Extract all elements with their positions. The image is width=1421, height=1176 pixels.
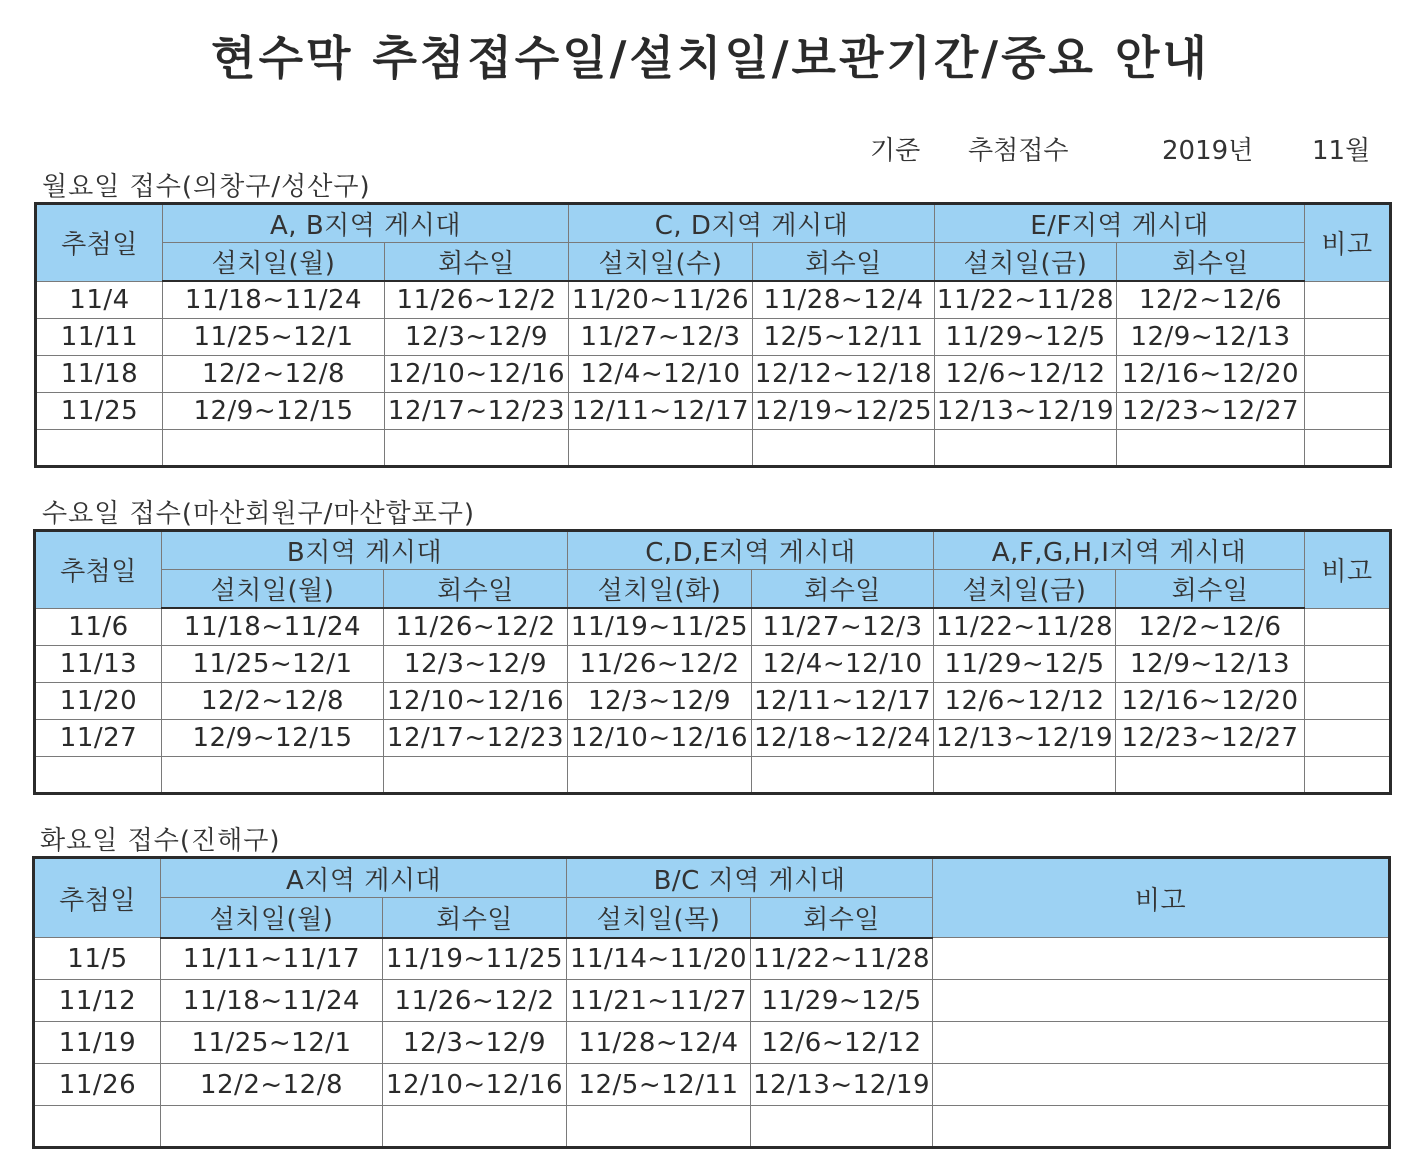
date-range-cell: 12/17~12/23 [384, 719, 568, 756]
date-range-cell: 12/2~12/8 [163, 355, 385, 392]
date-range-cell [161, 1106, 383, 1148]
schedule-table-tuesday [32, 856, 1391, 1149]
date-range-cell: 12/2~12/6 [1116, 608, 1305, 645]
table-row [36, 392, 1391, 429]
date-range-cell [935, 429, 1117, 466]
date-range-cell [383, 1106, 567, 1148]
header-note: 비고 [1305, 204, 1391, 282]
note-cell [1305, 429, 1391, 466]
date-range-cell: 12/10~12/16 [383, 1064, 567, 1106]
note-cell [1305, 281, 1391, 318]
date-range-cell: 12/9~12/15 [163, 392, 385, 429]
header-collect-date: 회수일 [751, 898, 933, 938]
date-range-cell [1117, 429, 1305, 466]
date-range-cell: 12/3~12/9 [383, 1022, 567, 1064]
date-range-cell [162, 756, 384, 793]
header-draw-date: 추첨일 [34, 858, 161, 938]
table-row [35, 608, 1391, 645]
header-collect-date: 회수일 [384, 570, 568, 609]
date-range-cell: 12/16~12/20 [1116, 682, 1305, 719]
date-range-cell: 12/6~12/12 [934, 682, 1116, 719]
draw-date-cell: 11/27 [35, 719, 162, 756]
table-body [34, 938, 1390, 1148]
date-range-cell [753, 429, 935, 466]
draw-date-cell: 11/12 [34, 980, 161, 1022]
draw-date-cell: 11/26 [34, 1064, 161, 1106]
date-range-cell: 11/26~12/2 [568, 645, 752, 682]
draw-date-cell: 11/18 [36, 355, 163, 392]
header-collect-date: 회수일 [385, 243, 569, 282]
table-body [36, 281, 1391, 466]
header-area: E/F지역 게시대 [935, 204, 1305, 243]
draw-date-cell: 11/11 [36, 318, 163, 355]
date-range-cell: 12/2~12/6 [1117, 281, 1305, 318]
table-body [35, 608, 1391, 793]
date-range-cell: 12/9~12/15 [162, 719, 384, 756]
date-range-cell: 11/22~11/28 [934, 608, 1116, 645]
header-area: A,F,G,H,I지역 게시대 [934, 531, 1305, 570]
header-collect-date: 회수일 [383, 898, 567, 938]
date-range-cell: 12/19~12/25 [753, 392, 935, 429]
date-range-cell: 12/4~12/10 [752, 645, 934, 682]
date-range-cell [568, 756, 752, 793]
header-collect-date: 회수일 [1117, 243, 1305, 282]
date-range-cell: 12/4~12/10 [569, 355, 753, 392]
date-range-cell [567, 1106, 751, 1148]
table-row [36, 281, 1391, 318]
date-range-cell [385, 429, 569, 466]
header-install-date: 설치일(금) [935, 243, 1117, 282]
note-cell [1305, 355, 1391, 392]
date-range-cell: 11/11~11/17 [161, 938, 383, 980]
date-range-cell: 11/29~12/5 [751, 980, 933, 1022]
date-range-cell: 11/28~12/4 [753, 281, 935, 318]
table-row [36, 318, 1391, 355]
draw-date-cell: 11/25 [36, 392, 163, 429]
date-range-cell: 11/27~12/3 [752, 608, 934, 645]
header-install-date: 설치일(월) [161, 898, 383, 938]
table-row [34, 1106, 1390, 1148]
note-cell [1305, 756, 1391, 793]
note-cell [1305, 719, 1391, 756]
table-row [34, 938, 1390, 980]
draw-date-cell: 11/6 [35, 608, 162, 645]
date-range-cell [1116, 756, 1305, 793]
date-range-cell: 12/5~12/11 [567, 1064, 751, 1106]
date-range-cell: 12/5~12/11 [753, 318, 935, 355]
note-cell [1305, 608, 1391, 645]
date-range-cell [752, 756, 934, 793]
basis-month: 11월 [1312, 136, 1371, 166]
date-range-cell: 11/18~11/24 [162, 608, 384, 645]
header-area: C,D,E지역 게시대 [568, 531, 934, 570]
header-install-date: 설치일(화) [568, 570, 752, 609]
header-area: A, B지역 게시대 [163, 204, 569, 243]
date-range-cell: 11/27~12/3 [569, 318, 753, 355]
date-range-cell: 12/6~12/12 [935, 355, 1117, 392]
date-range-cell: 11/25~12/1 [163, 318, 385, 355]
date-range-cell: 12/13~12/19 [934, 719, 1116, 756]
date-range-cell: 11/20~11/26 [569, 281, 753, 318]
draw-date-cell [36, 429, 163, 466]
note-cell [933, 1022, 1390, 1064]
date-range-cell: 12/11~12/17 [569, 392, 753, 429]
header-note: 비고 [1305, 531, 1391, 609]
header-area: C, D지역 게시대 [569, 204, 935, 243]
date-range-cell: 11/28~12/4 [567, 1022, 751, 1064]
header-area: B지역 게시대 [162, 531, 568, 570]
schedule-table-wednesday [33, 529, 1392, 795]
date-range-cell: 11/18~11/24 [163, 281, 385, 318]
date-range-cell: 12/23~12/27 [1116, 719, 1305, 756]
header-install-date: 설치일(수) [569, 243, 753, 282]
note-cell [1305, 392, 1391, 429]
basis-type: 추첨접수 [968, 136, 1069, 166]
table-row [36, 429, 1391, 466]
date-range-cell: 12/10~12/16 [568, 719, 752, 756]
date-range-cell: 12/3~12/9 [384, 645, 568, 682]
section-label-monday: 월요일 접수(의창구/성산구) [42, 172, 371, 202]
date-range-cell: 11/22~11/28 [751, 938, 933, 980]
date-range-cell: 11/26~12/2 [384, 608, 568, 645]
header-install-date: 설치일(월) [163, 243, 385, 282]
draw-date-cell: 11/4 [36, 281, 163, 318]
date-range-cell: 12/13~12/19 [935, 392, 1117, 429]
date-range-cell: 11/22~11/28 [935, 281, 1117, 318]
date-range-cell: 11/19~11/25 [383, 938, 567, 980]
note-cell [933, 1064, 1390, 1106]
table-row [36, 355, 1391, 392]
note-cell [1305, 682, 1391, 719]
page-title: 현수막 추첨접수일/설치일/보관기간/중요 안내 [211, 31, 1210, 85]
header-collect-date: 회수일 [752, 570, 934, 609]
date-range-cell [163, 429, 385, 466]
date-range-cell: 11/29~12/5 [935, 318, 1117, 355]
header-collect-date: 회수일 [753, 243, 935, 282]
date-range-cell: 12/17~12/23 [385, 392, 569, 429]
section-label-wednesday: 수요일 접수(마산회원구/마산합포구) [42, 499, 476, 529]
date-range-cell: 11/29~12/5 [934, 645, 1116, 682]
date-range-cell: 12/11~12/17 [752, 682, 934, 719]
date-range-cell: 12/9~12/13 [1116, 645, 1305, 682]
basis-label: 기준 [870, 136, 921, 166]
date-range-cell [934, 756, 1116, 793]
note-cell [933, 980, 1390, 1022]
date-range-cell: 12/18~12/24 [752, 719, 934, 756]
date-range-cell [569, 429, 753, 466]
header-install-date: 설치일(목) [567, 898, 751, 938]
date-range-cell: 12/2~12/8 [162, 682, 384, 719]
table-row [35, 756, 1391, 793]
header-area: B/C 지역 게시대 [567, 858, 933, 898]
note-cell [1305, 645, 1391, 682]
header-collect-date: 회수일 [1116, 570, 1305, 609]
basis-year: 2019년 [1162, 136, 1254, 166]
date-range-cell: 11/25~12/1 [162, 645, 384, 682]
date-range-cell: 12/23~12/27 [1117, 392, 1305, 429]
date-range-cell: 11/14~11/20 [567, 938, 751, 980]
header-install-date: 설치일(금) [934, 570, 1116, 609]
date-range-cell: 12/2~12/8 [161, 1064, 383, 1106]
note-cell [933, 1106, 1390, 1148]
date-range-cell: 11/26~12/2 [385, 281, 569, 318]
date-range-cell: 12/6~12/12 [751, 1022, 933, 1064]
date-range-cell: 12/10~12/16 [385, 355, 569, 392]
date-range-cell: 11/25~12/1 [161, 1022, 383, 1064]
date-range-cell: 12/3~12/9 [568, 682, 752, 719]
table-row [35, 719, 1391, 756]
draw-date-cell [35, 756, 162, 793]
draw-date-cell: 11/13 [35, 645, 162, 682]
header-install-date: 설치일(월) [162, 570, 384, 609]
note-cell [1305, 318, 1391, 355]
date-range-cell: 11/19~11/25 [568, 608, 752, 645]
draw-date-cell: 11/20 [35, 682, 162, 719]
table-row [35, 682, 1391, 719]
date-range-cell: 12/13~12/19 [751, 1064, 933, 1106]
note-cell [933, 938, 1390, 980]
date-range-cell: 11/26~12/2 [383, 980, 567, 1022]
draw-date-cell: 11/19 [34, 1022, 161, 1064]
date-range-cell: 12/3~12/9 [385, 318, 569, 355]
header-note: 비고 [933, 858, 1390, 938]
header-draw-date: 추첨일 [35, 531, 162, 609]
table-row [35, 645, 1391, 682]
date-range-cell: 12/9~12/13 [1117, 318, 1305, 355]
date-range-cell: 11/18~11/24 [161, 980, 383, 1022]
header-area: A지역 게시대 [161, 858, 567, 898]
date-range-cell [751, 1106, 933, 1148]
schedule-table-monday [34, 202, 1392, 468]
date-range-cell [384, 756, 568, 793]
date-range-cell: 12/16~12/20 [1117, 355, 1305, 392]
table-row [34, 980, 1390, 1022]
section-label-tuesday: 화요일 접수(진해구) [40, 826, 281, 856]
date-range-cell: 12/12~12/18 [753, 355, 935, 392]
header-draw-date: 추첨일 [36, 204, 163, 282]
draw-date-cell: 11/5 [34, 938, 161, 980]
date-range-cell: 12/10~12/16 [384, 682, 568, 719]
table-row [34, 1064, 1390, 1106]
draw-date-cell [34, 1106, 161, 1148]
table-row [34, 1022, 1390, 1064]
date-range-cell: 11/21~11/27 [567, 980, 751, 1022]
